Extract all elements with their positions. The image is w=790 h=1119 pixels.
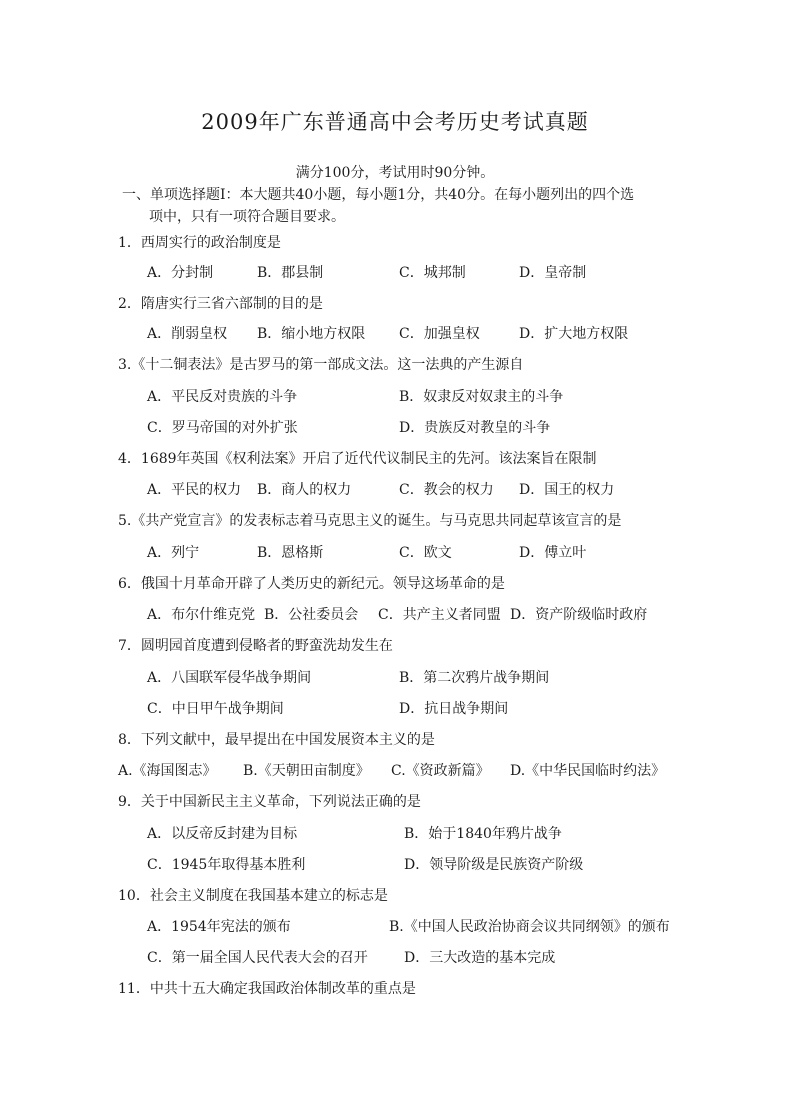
option-c: C．城邦制 — [399, 265, 466, 281]
option-d: D．三大改造的基本完成 — [404, 950, 556, 966]
option-a: A．平民反对贵族的斗争 — [147, 389, 298, 405]
option-c: C．欧文 — [399, 545, 452, 561]
question-stem: 10．社会主义制度在我国基本建立的标志是 — [118, 888, 388, 904]
option-a: A.《海国图志》 — [118, 763, 217, 779]
option-b: B．恩格斯 — [257, 545, 324, 561]
question-stem: 6．俄国十月革命开辟了人类历史的新纪元。领导这场革命的是 — [118, 576, 505, 592]
question-stem: 4．1689年英国《权利法案》开启了近代代议制民主的先河。该法案旨在限制 — [118, 451, 597, 467]
option-c: C．教会的权力 — [399, 482, 494, 498]
question-stem: 11．中共十五大确定我国政治体制改革的重点是 — [118, 981, 416, 997]
option-d: D．扩大地方权限 — [519, 326, 629, 342]
option-a: A．平民的权力 — [147, 482, 242, 498]
option-d: D．皇帝制 — [519, 265, 587, 281]
question-stem: 8．下列文献中，最早提出在中国发展资本主义的是 — [118, 732, 435, 748]
option-c: C.《资政新篇》 — [391, 763, 490, 779]
option-c: C．第一届全国人民代表大会的召开 — [147, 950, 368, 966]
question-stem: 2．隋唐实行三省六部制的目的是 — [118, 296, 323, 312]
option-d: D．国王的权力 — [519, 482, 615, 498]
option-c: C．加强皇权 — [399, 326, 480, 342]
question-stem: 7．圆明园首度遭到侵略者的野蛮洗劫发生在 — [118, 638, 393, 654]
exam-info: 满分100分，考试用时90分钟。 — [295, 165, 495, 181]
option-d: D．贵族反对教皇的斗争 — [399, 420, 551, 436]
option-b: B．郡县制 — [257, 265, 324, 281]
option-d: D．傅立叶 — [519, 545, 587, 561]
page-title: 2009年广东普通高中会考历史考试真题 — [201, 110, 589, 134]
option-a: A．以反帝反封建为目标 — [147, 826, 298, 842]
option-b: B．缩小地方权限 — [257, 326, 366, 342]
option-d: D．抗日战争期间 — [399, 701, 509, 717]
option-d: D．资产阶级临时政府 — [510, 607, 648, 623]
section-heading-line2: 项中，只有一项符合题目要求。 — [149, 209, 345, 225]
section-heading-line1: 一、单项选择题Ⅰ：本大题共40小题，每小题1分，共40分。在每小题列出的四个选 — [122, 187, 635, 203]
option-c: C．1945年取得基本胜利 — [147, 857, 306, 873]
option-b: B．商人的权力 — [257, 482, 352, 498]
option-b: B．第二次鸦片战争期间 — [399, 670, 550, 686]
option-b: B.《天朝田亩制度》 — [243, 763, 370, 779]
option-c: C．共产主义者同盟 — [378, 607, 501, 623]
option-a: A．1954年宪法的颁布 — [147, 919, 291, 935]
option-b: B．公社委员会 — [264, 607, 359, 623]
option-b: B．始于1840年鸦片战争 — [404, 826, 562, 842]
question-stem: 9．关于中国新民主主义革命，下列说法正确的是 — [118, 794, 421, 810]
option-d: D．领导阶级是民族资产阶级 — [404, 857, 584, 873]
question-stem: 1．西周实行的政治制度是 — [118, 235, 281, 251]
option-b: B.《中国人民政治协商会议共同纲领》的颁布 — [389, 919, 670, 935]
option-b: B．奴隶反对奴隶主的斗争 — [399, 389, 564, 405]
option-a: A．八国联军侵华战争期间 — [147, 670, 312, 686]
option-a: A．列宁 — [147, 545, 200, 561]
option-a: A．分封制 — [147, 265, 214, 281]
option-a: A．削弱皇权 — [147, 326, 228, 342]
question-stem: 5.《共产党宣言》的发表标志着马克思主义的诞生。与马克思共同起草该宣言的是 — [118, 513, 622, 529]
option-c: C．罗马帝国的对外扩张 — [147, 420, 298, 436]
option-a: A．布尔什维克党 — [147, 607, 256, 623]
question-stem: 3.《十二铜表法》是古罗马的第一部成文法。这一法典的产生源自 — [118, 357, 524, 373]
option-c: C．中日甲午战争期间 — [147, 701, 284, 717]
option-d: D.《中华民国临时约法》 — [510, 763, 666, 779]
